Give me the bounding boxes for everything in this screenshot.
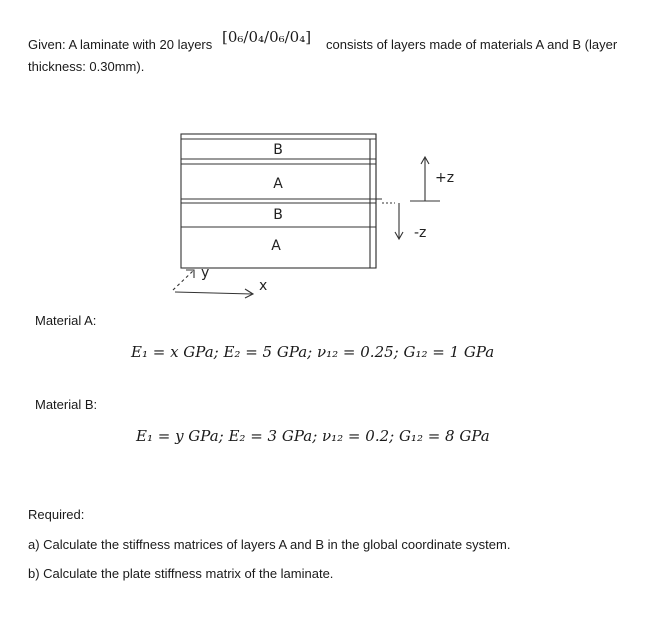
given-prefix: Given: A laminate with 20 layers bbox=[28, 37, 213, 52]
plus-z-label: +z bbox=[435, 170, 455, 186]
x-axis-label: x bbox=[259, 278, 268, 294]
y-axis-arrow bbox=[173, 270, 194, 290]
minus-z-label: -z bbox=[414, 225, 427, 241]
required-item-b: b) Calculate the plate stiffness matrix of the laminate. bbox=[28, 566, 334, 581]
material-a-label: Material A: bbox=[35, 313, 97, 328]
given-line2: thickness: 0.30mm). bbox=[28, 59, 145, 74]
x-axis-arrow bbox=[175, 292, 252, 294]
layer-label: B bbox=[273, 142, 283, 158]
layup-notation: [0₆/0₄/0₆/0₄] bbox=[222, 28, 312, 46]
y-axis-label: y bbox=[201, 265, 210, 281]
layer-label: A bbox=[273, 176, 283, 192]
material-a-properties: E₁ = x GPa; E₂ = 5 GPa; ν₁₂ = 0.25; G₁₂ = 1 GPa bbox=[131, 343, 495, 361]
given-suffix: consists of layers made of materials A and B (layer bbox=[326, 37, 618, 52]
layer-label: A bbox=[271, 238, 281, 254]
required-item-a: a) Calculate the stiffness matrices of layers A and B in the global coordinate system. bbox=[28, 537, 511, 552]
required-heading: Required: bbox=[28, 507, 85, 522]
material-b-properties: E₁ = y GPa; E₂ = 3 GPa; ν₁₂ = 0.2; G₁₂ = 8 GPa bbox=[136, 427, 490, 445]
layer-label: B bbox=[273, 207, 283, 223]
material-b-label: Material B: bbox=[35, 397, 98, 412]
